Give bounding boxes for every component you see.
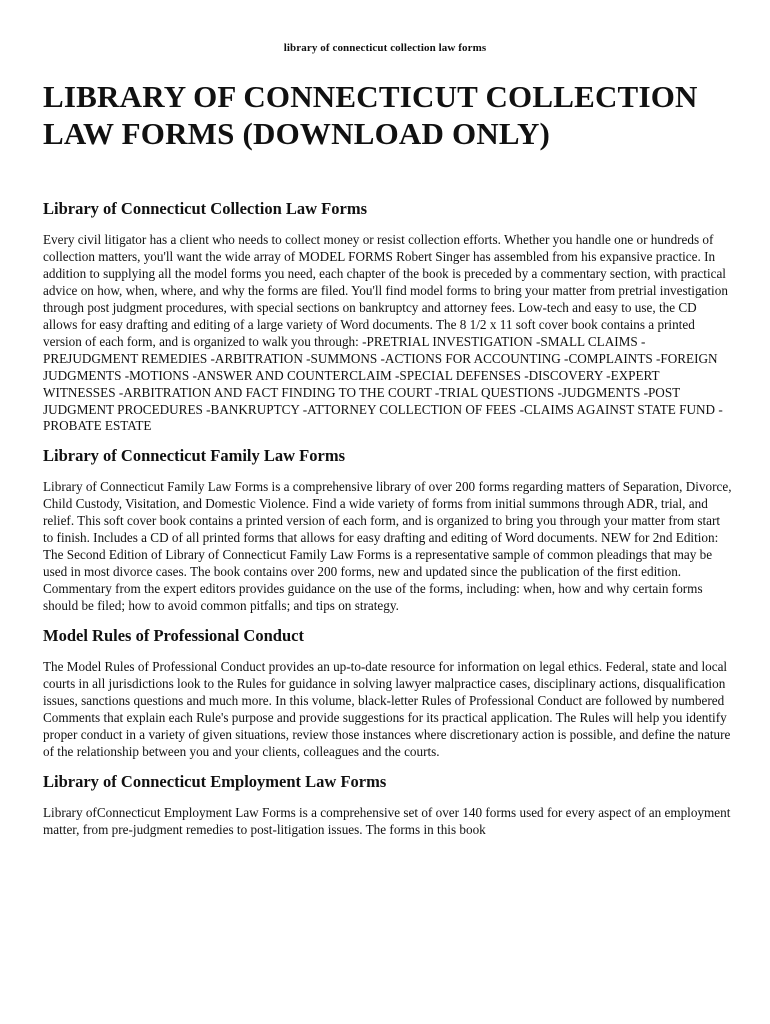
section-collection-law-forms xyxy=(43,199,733,435)
section-body: Every civil litigator has a client who needs to collect money or resist collection efforts. Whether you handle one or hundreds of collection matters, you'll want the wide array of MODEL FORMS Robert Singer has assembled from his expansive practice. In addition to supplying all the model forms you need, each chapter of the book is preceded by a commentary section, with practical advice on how, when, where, and why the forms are filed. You'll find model forms to bring your matter from pretrial investigation through post judgment procedures, with special sections on bankruptcy and attorney fees. Low-tech and easy to use, the CD allows for easy drafting and editing of a large variety of Word documents. The 8 1/2 x 11 soft cover book contains a printed version of each form, and is organized to walk you through: -PRETRIAL INVESTIGATION -SMALL CLAIMS -PREJUDGMENT REMEDIES -ARBITRATION -SUMMONS -ACTIONS FOR ACCOUNTING -COMPLAINTS -FOREIGN JUDGMENTS -MOTIONS -ANSWER AND COUNTERCLAIM -SPECIAL DEFENSES -DISCOVERY -EXPERT WITNESSES -ARBITRATION AND FACT FINDING TO THE COURT -TRIAL QUESTIONS -JUDGMENTS -POST JUDGMENT PROCEDURES -BANKRUPTCY -ATTORNEY COLLECTION OF FEES -CLAIMS AGAINST STATE FUND -PROBATE ESTATE xyxy=(43,232,728,434)
section-body: Library of Connecticut Family Law Forms is a comprehensive library of over 200 forms regarding matters of Separation, Divorce, Child Custody, Visitation, and Domestic Violence. Find a wide variety of forms from initial summons through ADR, trial, and relief. This soft cover book contains a printed version of each form, and is organized to bring you through your matter from start to finish. Includes a CD of all printed forms that allows for easy drafting and editing of Word documents. NEW for 2nd Edition: The Second Edition of Library of Connecticut Family Law Forms is a representative sample of common pleadings that may be used in most divorce cases. The book contains over 200 forms, new and updated since the publication of the first edition. Commentary from the expert editors provides guidance on the use of the forms, including: when, how and why certain forms should be filed; how to avoid common pitfalls; and tips on strategy. xyxy=(43,479,732,614)
running-header: library of connecticut collection law forms xyxy=(283,42,487,54)
title-line-2: LAW FORMS (DOWNLOAD ONLY) xyxy=(43,116,551,151)
document-content xyxy=(43,78,733,839)
section-heading: Model Rules of Professional Conduct xyxy=(43,626,304,646)
section-heading: Library of Connecticut Employment Law Forms xyxy=(43,771,387,791)
section-body: Library ofConnecticut Employment Law Forms is a comprehensive set of over 140 forms used for every aspect of an employment matter, from pre-judgment remedies to post-litigation issues. The forms in this book xyxy=(43,804,731,837)
section-employment-law-forms xyxy=(43,772,733,839)
section-body: The Model Rules of Professional Conduct provides an up-to-date resource for information on legal ethics. Federal, state and local courts in all jurisdictions look to the Rules for guidance in solving lawyer malpractice cases, disciplinary actions, disqualification issues, sanctions questions and much more. In this volume, black-letter Rules of Professional Conduct are followed by numbered Comments that explain each Rule's purpose and provide suggestions for its practical application. The Rules will help you identify proper conduct in a variety of given situations, review those instances where discretionary action is possible, and define the nature of the relationship between you and your clients, colleagues and the courts. xyxy=(43,659,731,759)
section-family-law-forms xyxy=(43,446,733,615)
title-line-1: LIBRARY OF CONNECTICUT COLLECTION xyxy=(43,79,698,114)
section-model-rules xyxy=(43,626,733,761)
section-heading: Library of Connecticut Collection Law Forms xyxy=(43,199,367,218)
section-heading: Library of Connecticut Family Law Forms xyxy=(43,446,346,466)
document-title xyxy=(43,78,733,152)
